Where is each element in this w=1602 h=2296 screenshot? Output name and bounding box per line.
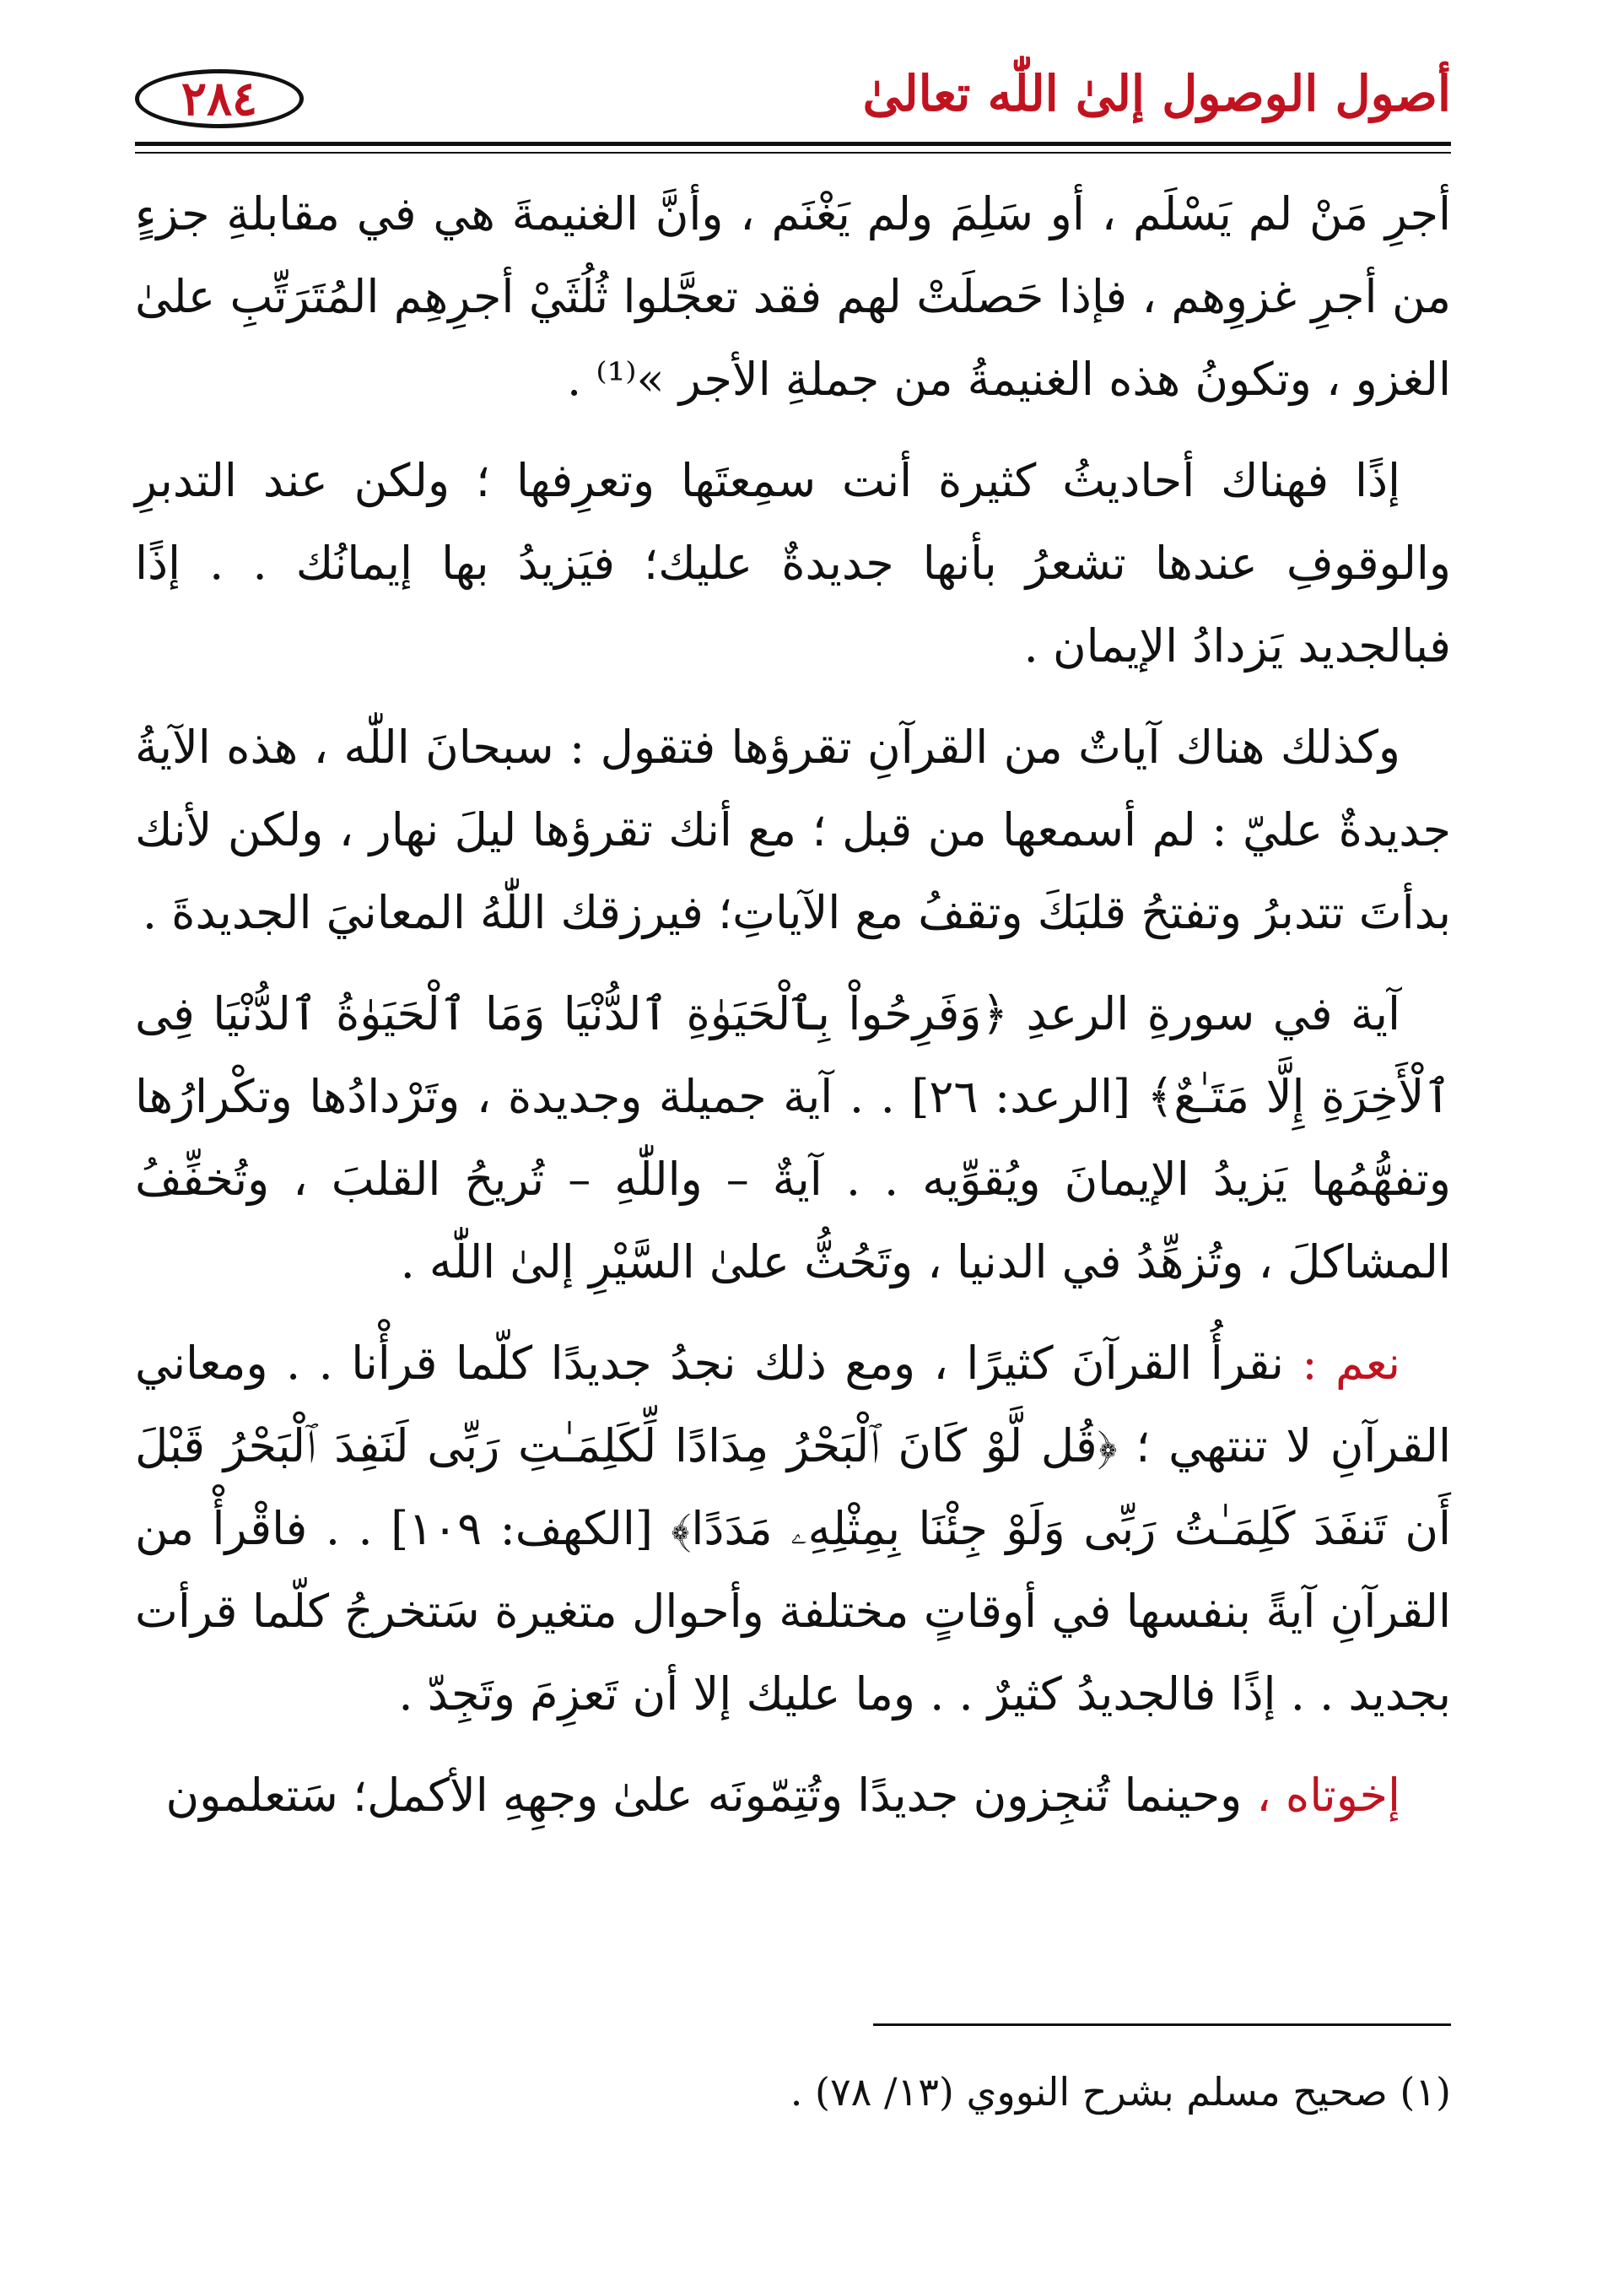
page-number: ٢٨٤: [181, 71, 258, 127]
paragraph-2: [135, 440, 1451, 688]
paragraph-3-text: وكذلك هناك آياتٌ من القرآنِ تقرؤها فتقول : سبحانَ اللّٰه ، هذه الآيةُ جديدةٌ عليّ : لم أسمعها من قبل ؛ مع أنك تقرؤها ليلَ نهار ، ولكن لأنك بدأتَ تتدبرُ وتفتحُ قلبَكَ وتقفُ مع الآياتِ؛ فيرزقك اللّٰهُ المعانيَ الجديدةَ .: [135, 721, 1451, 939]
paragraph-6-text: وحينما تُنجِزون جديدًا وتُتِمّونَه علىٰ وجهِهِ الأكمل؛ سَتعلمون: [165, 1769, 1243, 1822]
running-title: أصول الوصول إلىٰ اللّٰه تعالىٰ: [862, 65, 1451, 122]
paragraph-2-text: إذًا فهناك أحاديثُ كثيرة أنت سمِعتَها وتعرِفها ؛ ولكن عند التدبرِ والوقوفِ عندها تشعرُ بأنها جديدةٌ عليك؛ فيَزيدُ بها إيمانُك . . إذًا فبالجديد يَزدادُ الإيمان .: [135, 454, 1451, 673]
paragraph-4: [135, 973, 1451, 1304]
footnote: (١) صحيح مسلم بشرح النووي (١٣/ ٧٨) .: [790, 2069, 1451, 2115]
footnote-rule: [873, 2023, 1451, 2026]
paragraph-1: [135, 173, 1451, 421]
paragraph-6-lead-word: إخوتاه ،: [1242, 1769, 1400, 1822]
header-rule-thick: [135, 142, 1451, 146]
paragraph-5-text: نقرأُ القرآنَ كثيرًا ، ومع ذلك نجدُ جديدًا كلّما قرأْنا . . ومعاني القرآنِ لا تنتهي ؛ ﴿قُل لَّوْ كَانَ ٱلْبَحْرُ مِدَادًا لِّكَلِمَـٰتِ رَبِّى لَنَفِدَ ٱلْبَحْرُ قَبْلَ أَن تَنفَدَ كَلِمَـٰتُ رَبِّى وَلَوْ جِئْنَا بِمِثْلِهِۦ مَدَدًا﴾ [الكهف: ١٠٩] . . فاقْرأْ من القرآنِ آيةً بنفسها في أوقاتٍ مختلفة وأحوال متغيرة سَتخرجُ كلّما قرأت بجديد . . إذًا فالجديدُ كثيرٌ . . وما عليك إلا أن تَعزِمَ وتَجِدّ .: [135, 1337, 1451, 1721]
paragraph-5: [135, 1322, 1451, 1736]
body-text: [135, 173, 1451, 1856]
paragraph-6: [135, 1754, 1451, 1837]
header-rule-thin: [135, 152, 1451, 154]
paragraph-1-text: أجرِ مَنْ لم يَسْلَم ، أو سَلِمَ ولم يَغْنَم ، وأنَّ الغنيمةَ هي في مقابلةِ جزءٍ من أجرِ غزوِهم ، فإذا حَصلَتْ لهم فقد تعجَّلوا ثُلُثَيْ أجرِهِم المُتَرَتِّبِ علىٰ الغزو ، وتكونُ هذه الغنيمةُ من جملةِ الأجر »⁽¹⁾ .: [135, 187, 1451, 406]
paragraph-4-text: آية في سورةِ الرعدِ ﴿وَفَرِحُواْ بِٱلْحَيَوٰةِ ٱلدُّنْيَا وَمَا ٱلْحَيَوٰةُ ٱلدُّنْيَا فِى ٱلْأَخِرَةِ إِلَّا مَتَـٰعٌ﴾ [الرعد: ٢٦] . . آية جميلة وجديدة ، وتَرْدادُها وتكْرارُها وتفهُّمُها يَزيدُ الإيمانَ ويُقوِّيه . . آيةٌ – واللّٰهِ – تُريحُ القلبَ ، وتُخفِّفُ المشاكلَ ، وتُزهِّدُ في الدنيا ، وتَحُثُّ علىٰ السَّيْرِ إلىٰ اللّٰه .: [135, 987, 1451, 1288]
paragraph-3: [135, 706, 1451, 954]
paragraph-5-lead-word: نعم :: [1283, 1337, 1400, 1390]
page-header: [135, 59, 1451, 143]
page-number-frame: [135, 69, 304, 128]
